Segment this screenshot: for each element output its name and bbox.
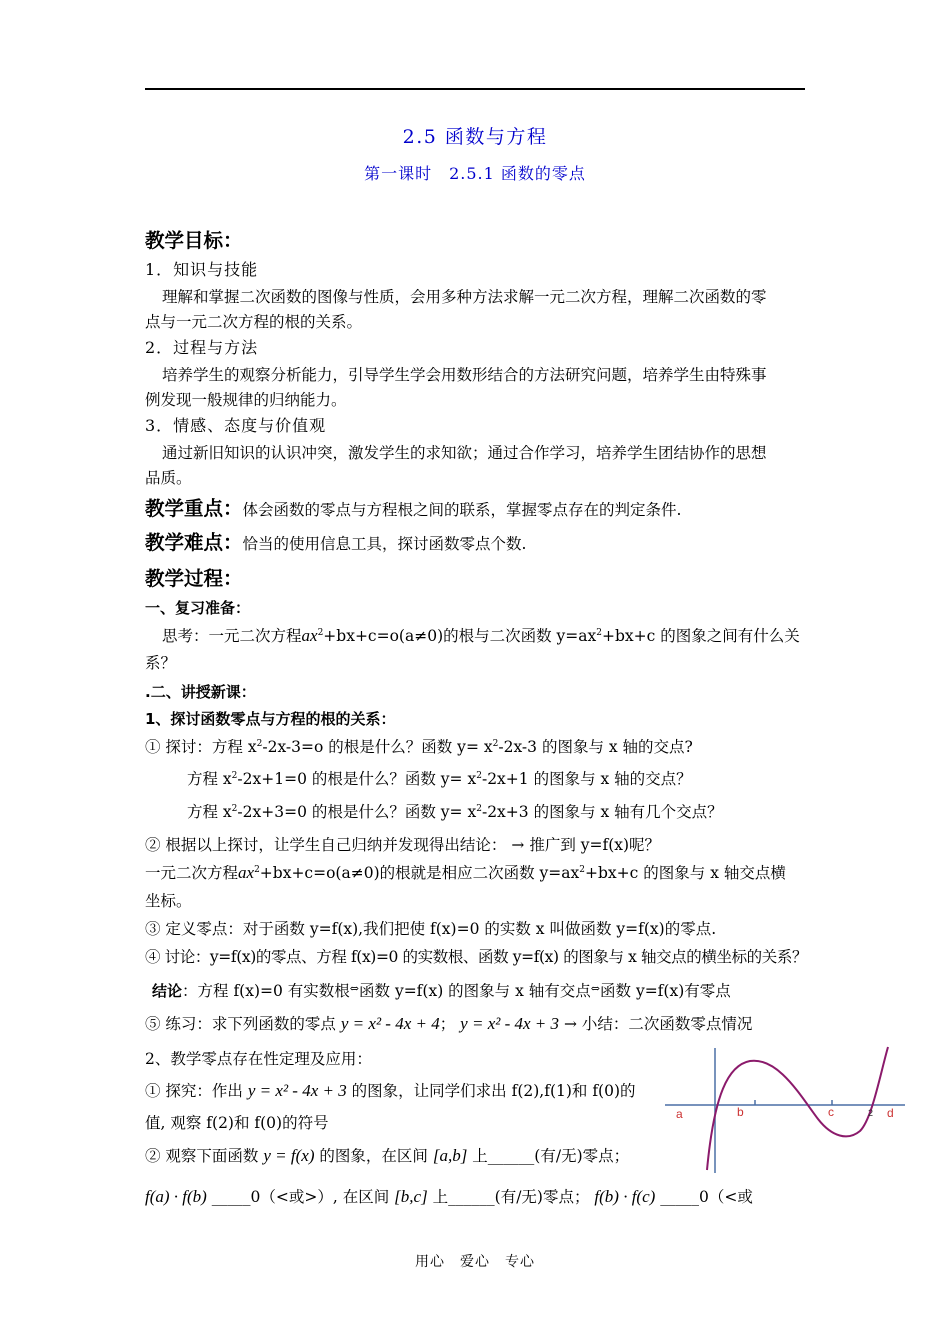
explore-line-3: 方程 $x^2-2x+3=0$ 的根是什么？函数 $y= x^2-2x+3$ 的图象与 x 轴有几个交点？ [187, 803, 723, 821]
difficulty-label: 教学难点： [145, 531, 243, 554]
observe-line-2: f(a) · f(b) _____0（<或>）, 在区间 [b,c] 上______(有/无)零点； f(b) · f(c) _____0（<或 [145, 1187, 753, 1206]
explore-line-1: ① 探讨：方程 $x^2-2x-3=o$ 的根是什么？函数 $y= x^2-2x-3$ 的图象与 x 轴的交点? [145, 738, 693, 756]
practice-function-2: y = x² - 4x + 3 [460, 1014, 560, 1033]
key-point-text: 体会函数的零点与方程根之间的联系，掌握零点存在的判定条件. [242, 501, 682, 519]
function-curve [707, 1047, 888, 1170]
discussion-line: ④ 讨论：y=f(x)的零点、方程 f(x)=0 的实数根、函数 y=f(x) 的图象与 x 轴交点的横坐标的关系？ [145, 948, 808, 966]
graph-label-d: d [887, 1106, 894, 1120]
ax-symbol: ax [301, 626, 318, 645]
objective-2-line-1: 培养学生的观察分析能力，引导学生学会用数形结合的方法研究问题，培养学生由特殊事 [162, 366, 767, 384]
page-subtitle: 第一课时 2.5.1 函数的零点 [364, 164, 586, 183]
graph-label-b: b [737, 1105, 744, 1119]
section-1-heading: 1、探讨函数零点与方程的根的关系： [145, 710, 396, 728]
explore-graph-line-2: 值, 观察 f(2)和 f(0)的符号 [145, 1114, 329, 1132]
conclusion-line-2: 坐标。 [145, 892, 192, 910]
graph-label-2: 2 [868, 1108, 874, 1118]
equivalence-icon: ⇔ [349, 982, 360, 995]
review-line-1: 思考：一元二次方程$ax^2+bx+c=o(a\ne 0)$的根与二次函数 $y=ax^2+bx+c$ 的图象之间有什么关 [162, 626, 800, 645]
objective-1-line-2: 点与一元二次方程的根的关系。 [145, 313, 363, 331]
page-footer: 用心 爱心 专心 [415, 1254, 535, 1270]
objective-3-line-1: 通过新旧知识的认识冲突，激发学生的求知欲；通过合作学习，培养学生团结协作的思想 [162, 444, 767, 462]
page-title: 2.5 函数与方程 [402, 126, 548, 148]
result-label: 结论 [152, 982, 183, 1000]
objective-2-title: 2．过程与方法 [145, 338, 259, 357]
product-fb-fc: f(b) · f(c) [594, 1187, 656, 1206]
practice-function-1: y = x² - 4x + 4 [340, 1014, 440, 1033]
observe-line-1: ② 观察下面函数 y = f(x) 的图象，在区间 [a,b] 上______(有/无)零点； [145, 1146, 630, 1165]
explore-graph-line-1: ① 探究：作出 y = x² - 4x + 3 的图象，让同学们求出 f(2),f(1)和 f(0)的 [145, 1081, 636, 1100]
interval-bc: [b,c] [394, 1187, 428, 1206]
difficulty-text: 恰当的使用信息工具，探讨函数零点个数. [242, 535, 527, 553]
induce-line: ② 根据以上探讨，让学生自己归纳并发现得出结论： → 推广到 y=f(x)呢？ [145, 836, 661, 854]
objectives-heading: 教学目标： [145, 229, 243, 252]
equivalence-icon: ⇔ [590, 982, 601, 995]
explore-line-2: 方程 $x^2-2x+1=0$ 的根是什么？函数 $y= x^2-2x+1$ 的图象与 x 轴的交点？ [187, 770, 692, 788]
graph-function: y = x² - 4x + 3 [247, 1081, 347, 1100]
product-fa-fb: f(a) · f(b) [145, 1187, 207, 1206]
header-rule [145, 88, 805, 90]
difficulty [145, 527, 526, 555]
function-f: y = f(x) [263, 1146, 315, 1165]
key-point-label: 教学重点： [145, 497, 243, 520]
graph-label-c: c [828, 1105, 834, 1119]
process-heading: 教学过程： [145, 567, 243, 590]
section-2-heading: 2、教学零点存在性定理及应用： [145, 1050, 372, 1068]
right-arrow-icon: → [511, 836, 525, 854]
definition-line: ③ 定义零点：对于函数 y=f(x),我们把使 f(x)=0 的实数 x 叫做函数 y=f(x)的零点. [145, 920, 717, 938]
new-lesson-heading: .二、讲授新课： [145, 683, 256, 701]
graph-label-a: a [676, 1107, 683, 1121]
objective-2-line-2: 例发现一般规律的归纳能力。 [145, 391, 347, 409]
objective-1-line-1: 理解和掌握二次函数的图像与性质，会用多种方法求解一元二次方程，理解二次函数的零 [162, 288, 767, 306]
objective-3-line-2: 品质。 [145, 469, 192, 487]
objective-3-title: 3．情感、态度与价值观 [145, 416, 327, 435]
right-arrow-icon: → [563, 1015, 577, 1033]
review-line-2: 系？ [145, 654, 177, 672]
key-point [145, 493, 681, 521]
practice-line: ⑤ 练习：求下列函数的零点 y = x² - 4x + 4； y = x² - 4x + 3 → 小结：二次函数零点情况 [145, 1014, 753, 1033]
conclusion-line-1: 一元二次方程$ax^2+bx+c=o(a\ne 0)$的根就是相应二次函数 $y=ax^2+bx+c$ 的图象与 x 轴交点横 [145, 863, 786, 882]
function-graph [660, 1045, 910, 1175]
review-heading: 一、复习准备： [145, 599, 251, 617]
interval-ab: [a,b] [432, 1146, 468, 1165]
objective-1-title: 1．知识与技能 [145, 260, 259, 279]
result-line: 结论：方程 f(x)=0 有实数根⇔函数 y=f(x) 的图象与 x 轴有交点⇔函数 y=f(x)有零点 [152, 982, 731, 1000]
